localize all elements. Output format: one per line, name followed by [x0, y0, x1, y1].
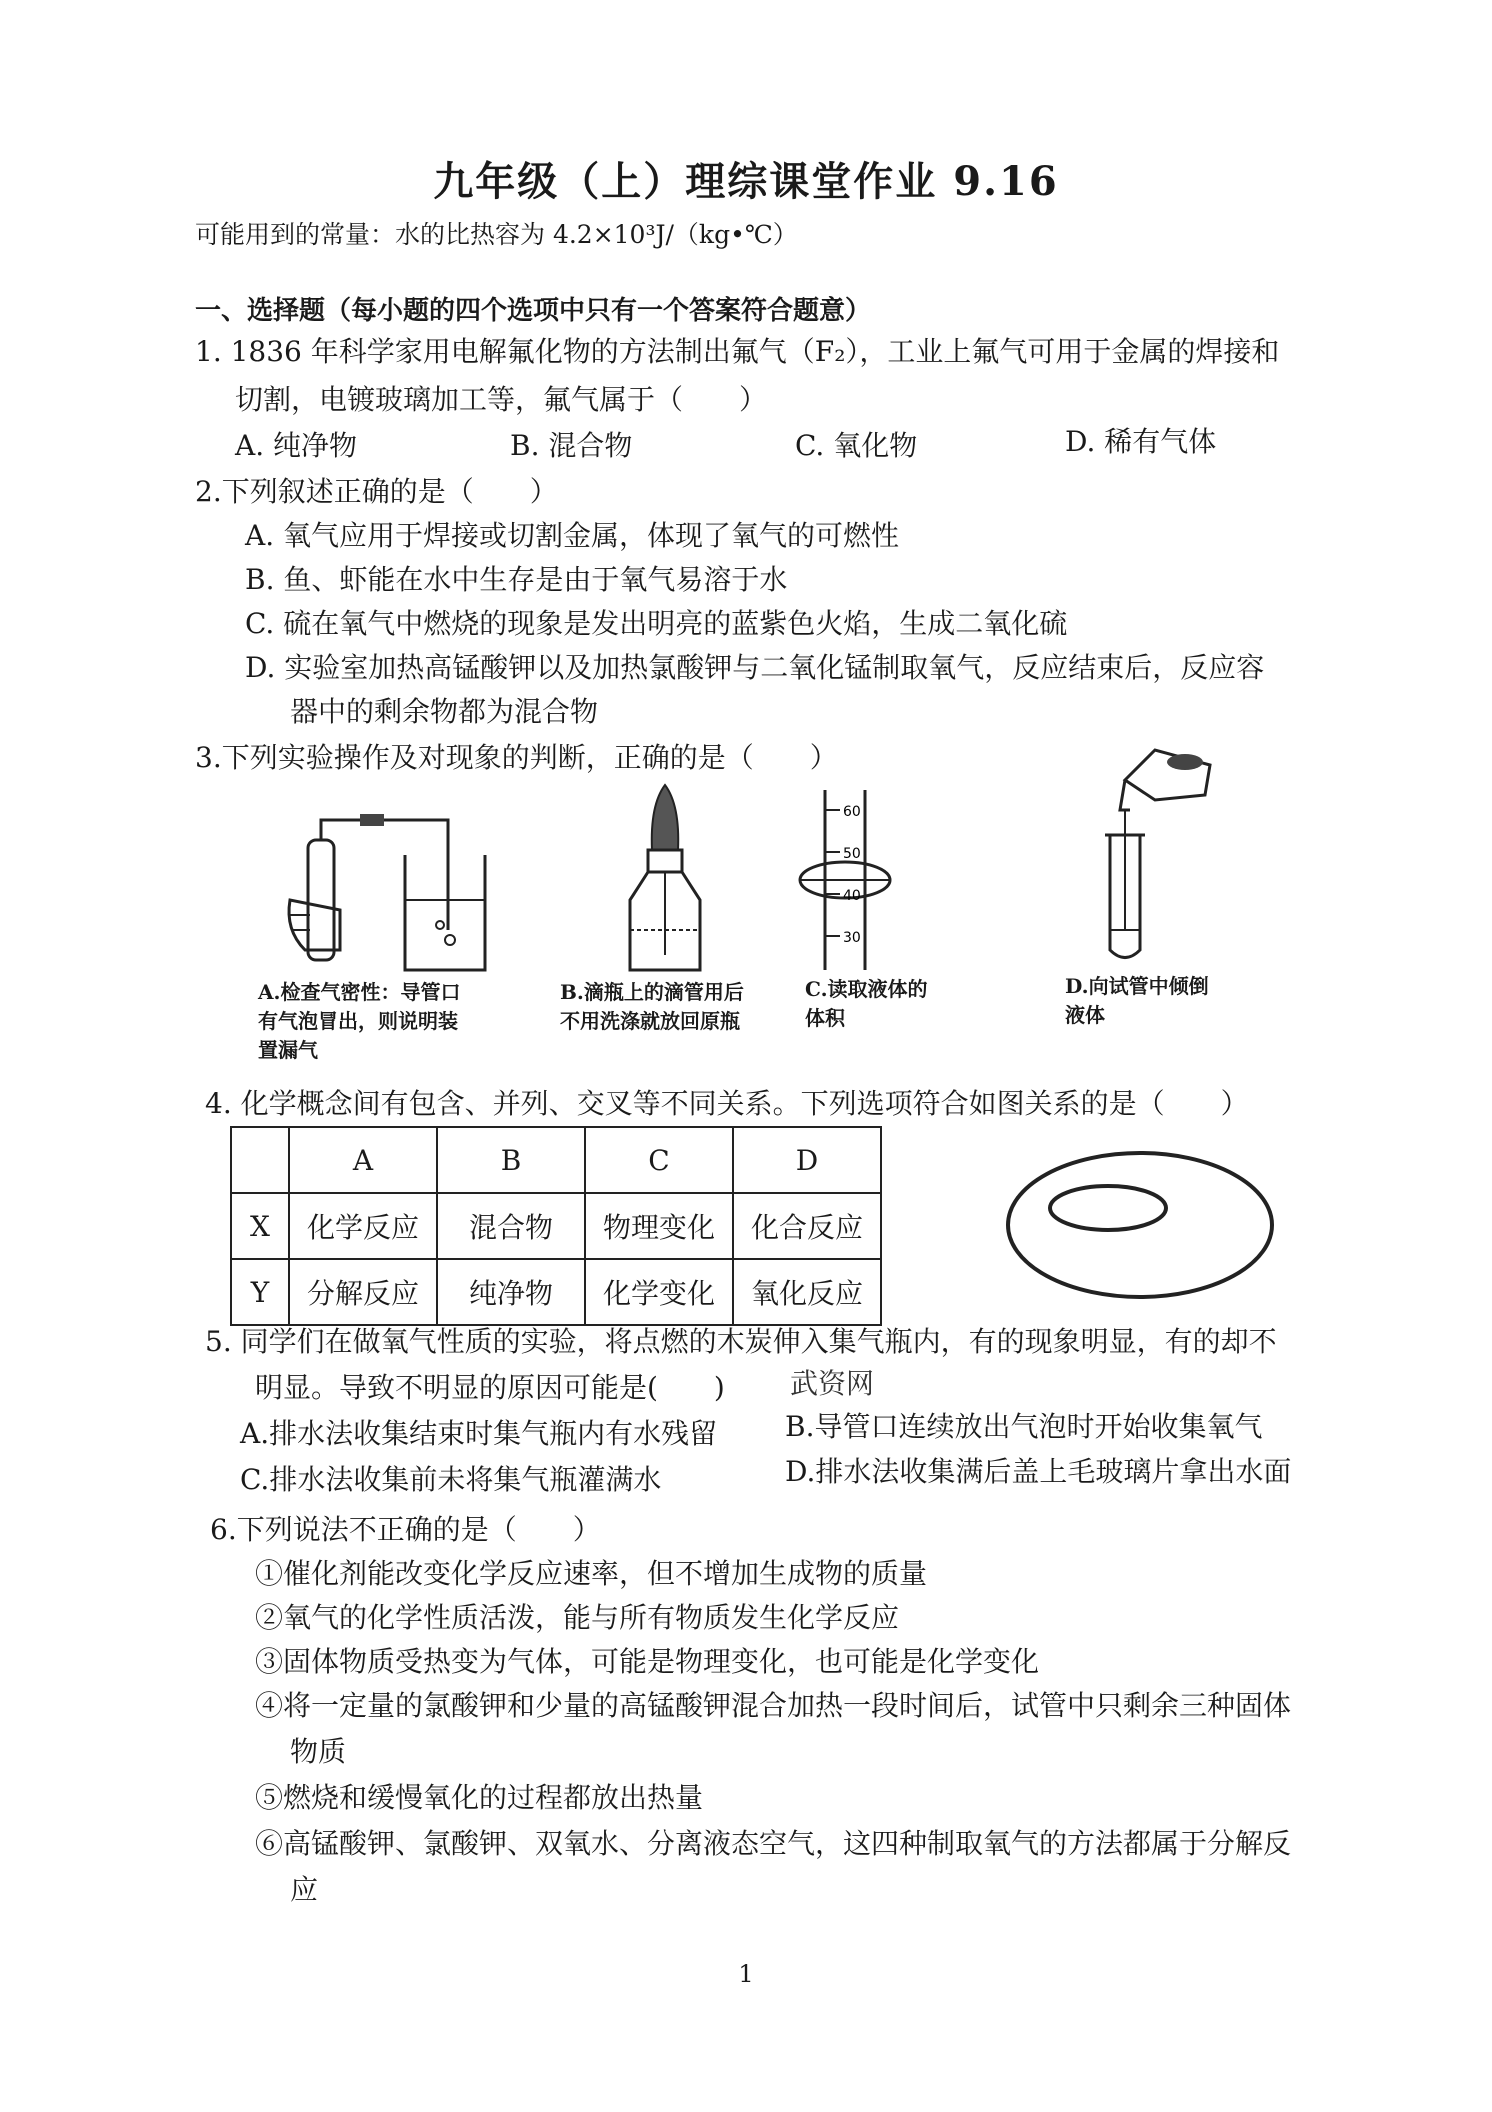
q2-option-b: B. 鱼、虾能在水中生存是由于氧气易溶于水	[245, 563, 788, 596]
table-header-cell: D	[733, 1127, 881, 1193]
table-cell: 化学变化	[585, 1259, 733, 1325]
figure-c-graduated-cylinder	[785, 780, 915, 980]
q6-item-6-cont: 应	[290, 1873, 319, 1906]
table-row-label: X	[231, 1193, 289, 1259]
q5-option-a: A.排水法收集结束时集气瓶内有水残留	[240, 1417, 718, 1450]
q2-option-c: C. 硫在氧气中燃烧的现象是发出明亮的蓝紫色火焰，生成二氧化硫	[245, 607, 1068, 640]
figure-a-airtightness	[280, 800, 510, 980]
q2-option-d: D. 实验室加热高锰酸钾以及加热氯酸钾与二氧化锰制取氧气，反应结束后，反应容	[245, 651, 1265, 684]
q1-option-c: C. 氧化物	[795, 429, 918, 462]
figure-b-dropper-bottle	[610, 780, 720, 980]
table-cell: 氧化反应	[733, 1259, 881, 1325]
q1-option-d: D. 稀有气体	[1065, 425, 1217, 458]
figure-d-pouring-liquid	[1085, 740, 1235, 970]
q4-stem: 4. 化学概念间有包含、并列、交叉等不同关系。下列选项符合如图关系的是（ ）	[205, 1087, 1249, 1120]
q1-line2: 切割，电镀玻璃加工等，氟气属于（ ）	[235, 383, 768, 416]
q6-item-1: ①催化剂能改变化学反应速率，但不增加生成物的质量	[255, 1557, 928, 1590]
q6-item-4-cont: 物质	[290, 1735, 347, 1768]
page-title: 九年级（上）理综课堂作业 9.16	[433, 158, 1059, 205]
watermark-text: 武资网	[790, 1367, 875, 1400]
constants-line: 可能用到的常量：水的比热容为 4.2×10³J/（kg•℃）	[195, 220, 798, 249]
table-row	[231, 1193, 881, 1259]
table-header-cell: A	[289, 1127, 437, 1193]
table-header-cell: B	[437, 1127, 585, 1193]
q5-option-d: D.排水法收集满后盖上毛玻璃片拿出水面	[785, 1455, 1292, 1488]
q2-stem: 2.下列叙述正确的是（ ）	[195, 475, 558, 508]
table-row-label: Y	[231, 1259, 289, 1325]
q6-item-4: ④将一定量的氯酸钾和少量的高锰酸钾混合加热一段时间后，试管中只剩余三种固体	[255, 1689, 1292, 1722]
tick-label-50: 50	[843, 846, 861, 862]
section-heading: 一、选择题（每小题的四个选项中只有一个答案符合题意）	[195, 296, 872, 326]
q6-item-2: ②氧气的化学性质活泼，能与所有物质发生化学反应	[255, 1601, 900, 1634]
q5-option-c: C.排水法收集前未将集气瓶灌满水	[240, 1463, 662, 1496]
table-corner-cell	[231, 1127, 289, 1193]
table-row	[231, 1259, 881, 1325]
q6-stem: 6.下列说法不正确的是（ ）	[210, 1513, 601, 1546]
q5-option-b: B.导管口连续放出气泡时开始收集氧气	[785, 1410, 1263, 1443]
table-cell: 纯净物	[437, 1259, 585, 1325]
q5-line1: 5. 同学们在做氧气性质的实验，将点燃的木炭伸入集气瓶内，有的现象明显，有的却不	[205, 1325, 1277, 1358]
tick-label-60: 60	[843, 804, 861, 820]
q4-relationship-table	[230, 1126, 882, 1326]
q6-item-6: ⑥高锰酸钾、氯酸钾、双氧水、分离液态空气，这四种制取氧气的方法都属于分解反	[255, 1827, 1292, 1860]
table-cell: 物理变化	[585, 1193, 733, 1259]
table-cell: 分解反应	[289, 1259, 437, 1325]
q6-item-3: ③固体物质受热变为气体，可能是物理变化，也可能是化学变化	[255, 1645, 1040, 1678]
figure-c-caption: C.读取液体的体积	[805, 977, 928, 1030]
q1-option-b: B. 混合物	[510, 429, 633, 462]
q4-nested-ellipse-diagram	[1000, 1145, 1280, 1305]
table-cell: 化合反应	[733, 1193, 881, 1259]
table-cell: 化学反应	[289, 1193, 437, 1259]
q3-stem: 3.下列实验操作及对现象的判断，正确的是（ ）	[195, 741, 838, 774]
q2-option-d-cont: 器中的剩余物都为混合物	[290, 695, 599, 728]
q5-line2: 明显。导致不明显的原因可能是( )	[255, 1371, 725, 1404]
table-header-cell: C	[585, 1127, 733, 1193]
q6-item-5: ⑤燃烧和缓慢氧化的过程都放出热量	[255, 1781, 704, 1814]
figure-b-caption: B.滴瓶上的滴管用后不用洗涤就放回原瓶	[560, 980, 744, 1033]
q1-line1: 1. 1836 年科学家用电解氟化物的方法制出氟气（F₂），工业上氟气可用于金属的焊接和	[195, 335, 1280, 368]
table-cell: 混合物	[437, 1193, 585, 1259]
q1-option-a: A. 纯净物	[235, 429, 358, 462]
tick-label-30: 30	[843, 930, 861, 946]
table-header-row	[231, 1127, 881, 1193]
page-number: 1	[738, 1960, 754, 1988]
tick-label-40: 40	[843, 888, 861, 904]
q2-option-a: A. 氧气应用于焊接或切割金属，体现了氧气的可燃性	[245, 519, 900, 552]
figure-a-caption: A.检查气密性：导管口有气泡冒出，则说明装置漏气	[258, 980, 461, 1062]
figure-d-caption: D.向试管中倾倒液体	[1065, 974, 1209, 1027]
